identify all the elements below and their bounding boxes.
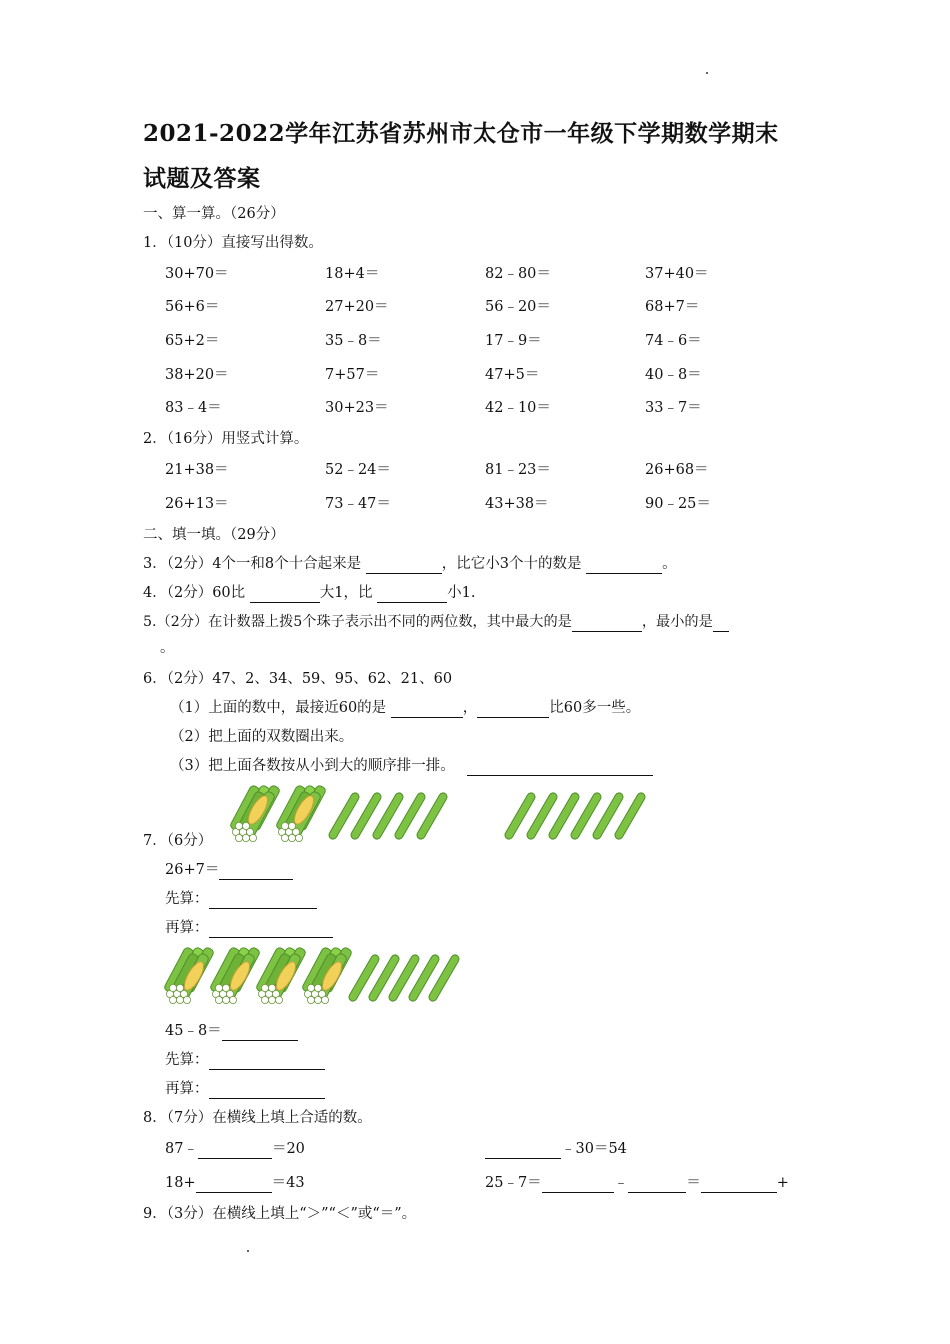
q1-item: 68+7＝	[645, 299, 700, 315]
q8-blank-1[interactable]	[198, 1142, 272, 1159]
bundle-of-ten-icon	[275, 784, 326, 841]
q3-text-a: 3．（2分）4个一和8个十合起来是	[143, 556, 362, 572]
q7-first-blank-1[interactable]	[209, 892, 317, 909]
q4-line	[143, 583, 475, 603]
q8-r1c: ﹣30＝54	[561, 1141, 627, 1157]
q1-item: 38+20＝	[165, 367, 229, 383]
q1-item: 17﹣9＝	[485, 333, 542, 349]
scan-dot	[247, 1250, 249, 1252]
q6-blank-3[interactable]	[467, 759, 653, 776]
q9-label: 9．（3分）在横线上填上“＞”“＜”或“＝”。	[143, 1206, 417, 1222]
q7-first-line-2	[165, 1050, 325, 1070]
q3-text-c: 。	[662, 556, 677, 572]
bundle-of-ten-icon	[301, 946, 352, 1003]
q1-item: 65+2＝	[165, 333, 220, 349]
q1-item: 37+40＝	[645, 266, 709, 282]
q5-blank-2[interactable]	[713, 615, 729, 632]
q8-r2d: ﹣	[613, 1175, 629, 1191]
q6-sub1-text-a: （1）上面的数中，最接近60的是	[170, 700, 387, 716]
q1-item: 56﹣20＝	[485, 299, 551, 315]
q7-first-label-2: 先算：	[165, 1052, 209, 1068]
q4-text-b: 大1，比	[319, 585, 373, 601]
q8-row1-right	[485, 1139, 627, 1159]
q8-row2-left	[165, 1173, 305, 1193]
q1-item: 56+6＝	[165, 299, 220, 315]
q1-item: 27+20＝	[325, 299, 389, 315]
q6-sub3	[170, 756, 653, 776]
q2-item: 90﹣25＝	[645, 496, 711, 512]
bundle-of-ten-icon	[209, 946, 260, 1003]
q6-blank-1[interactable]	[391, 701, 463, 718]
bundle-of-ten-icon	[229, 784, 280, 841]
q1-item: 18+4＝	[325, 266, 380, 282]
q8-r1b: ＝20	[271, 1141, 305, 1157]
q6-sub1	[170, 698, 640, 718]
q7-eq1-blank[interactable]	[219, 863, 293, 880]
q7-label: 7．（6分）	[143, 833, 213, 849]
q7-then-label: 再算：	[165, 920, 209, 936]
q4-text-a: 4．（2分）60比	[143, 585, 246, 601]
bundle-of-ten-icon	[255, 946, 306, 1003]
q8-r2b: ＝43	[271, 1175, 305, 1191]
q7-then-line-2	[165, 1079, 325, 1099]
q7-eq1: 26+7＝	[165, 862, 220, 878]
q3-blank-1[interactable]	[366, 557, 442, 574]
q2-item: 26+13＝	[165, 496, 229, 512]
q2-item: 81﹣23＝	[485, 462, 551, 478]
q4-text-c: 小1.	[447, 585, 476, 601]
q7-then-blank-2[interactable]	[209, 1082, 325, 1099]
q4-blank-2[interactable]	[377, 586, 447, 603]
q8-blank-4[interactable]	[542, 1176, 614, 1193]
q2-item: 73﹣47＝	[325, 496, 391, 512]
q7-then-label-2: 再算：	[165, 1081, 209, 1097]
q1-item: 83﹣4＝	[165, 400, 222, 416]
sticks-image-26	[228, 780, 648, 850]
q1-item: 74﹣6＝	[645, 333, 702, 349]
q5-text-a: 5.（2分）在计数器上拨5个珠子表示出不同的两位数，其中最大的是	[143, 614, 572, 630]
scan-dot	[706, 72, 708, 74]
q2-item: 43+38＝	[485, 496, 549, 512]
page-title-line2: 试题及答案	[143, 165, 261, 192]
q8-row1-left	[165, 1139, 305, 1159]
q1-item: 33﹣7＝	[645, 400, 702, 416]
q6-label: 6．（2分）47、2、34、59、95、62、21、60	[143, 671, 453, 687]
q6-sub3-text: （3）把上面各数按从小到大的顺序排一排。	[170, 758, 455, 774]
q7-eq2: 45﹣8＝	[165, 1023, 222, 1039]
bundle-of-ten-icon	[163, 946, 214, 1003]
q7-eq2-blank[interactable]	[222, 1024, 298, 1041]
sticks-image-45	[162, 942, 452, 1012]
q8-blank-5[interactable]	[628, 1176, 686, 1193]
q5-line	[143, 612, 729, 632]
q7-eq1-line	[165, 860, 293, 880]
q3-text-b: ，比它小3个十的数是	[441, 556, 582, 572]
page-title-line1: 2021-2022学年江苏省苏州市太仓市一年级下学期数学期末	[143, 120, 779, 147]
q3-blank-2[interactable]	[586, 557, 662, 574]
q7-then-blank-1[interactable]	[209, 921, 333, 938]
q2-item: 26+68＝	[645, 462, 709, 478]
q8-blank-3[interactable]	[196, 1176, 272, 1193]
q6-blank-2[interactable]	[477, 701, 549, 718]
q1-item: 40﹣8＝	[645, 367, 702, 383]
q8-blank-6[interactable]	[701, 1176, 777, 1193]
q8-r2e: ＝	[686, 1175, 701, 1191]
q1-item: 7+57＝	[325, 367, 380, 383]
q4-blank-1[interactable]	[250, 586, 320, 603]
q7-eq2-line	[165, 1021, 298, 1041]
q6-sub2: （2）把上面的双数圈出来。	[170, 729, 354, 745]
section-1-heading: 一、算一算。（26分）	[143, 206, 285, 222]
q5-end: 。	[160, 640, 175, 656]
q5-text-b: ，最小的是	[641, 614, 713, 630]
q8-r2f: +	[776, 1175, 789, 1191]
q8-r2c: 25﹣7＝	[485, 1175, 542, 1191]
q7-first-blank-2[interactable]	[209, 1053, 325, 1070]
q3-line	[143, 554, 677, 574]
q6-sub1-text-b: ，	[462, 700, 478, 716]
q8-r1a: 87﹣	[165, 1141, 198, 1157]
q7-first-label: 先算：	[165, 891, 209, 907]
q1-item: 42﹣10＝	[485, 400, 551, 416]
q8-label: 8．（7分）在横线上填上合适的数。	[143, 1110, 372, 1126]
q1-item: 82﹣80＝	[485, 266, 551, 282]
q1-item: 30+23＝	[325, 400, 389, 416]
q1-item: 47+5＝	[485, 367, 540, 383]
q7-first-line-1	[165, 889, 317, 909]
q1-item: 30+70＝	[165, 266, 229, 282]
q6-sub1-text-c: 比60多一些。	[549, 700, 641, 716]
q8-blank-2[interactable]	[485, 1142, 561, 1159]
q2-item: 52﹣24＝	[325, 462, 391, 478]
q8-row2-right	[485, 1173, 789, 1193]
q1-label: 1．（10分）直接写出得数。	[143, 235, 323, 251]
q7-then-line-1	[165, 918, 333, 938]
section-2-heading: 二、填一填。（29分）	[143, 527, 285, 543]
q5-blank-1[interactable]	[572, 615, 642, 632]
q8-r2a: 18+	[165, 1175, 196, 1191]
q1-item: 35﹣8＝	[325, 333, 382, 349]
q2-label: 2．（16分）用竖式计算。	[143, 431, 309, 447]
q2-item: 21+38＝	[165, 462, 229, 478]
